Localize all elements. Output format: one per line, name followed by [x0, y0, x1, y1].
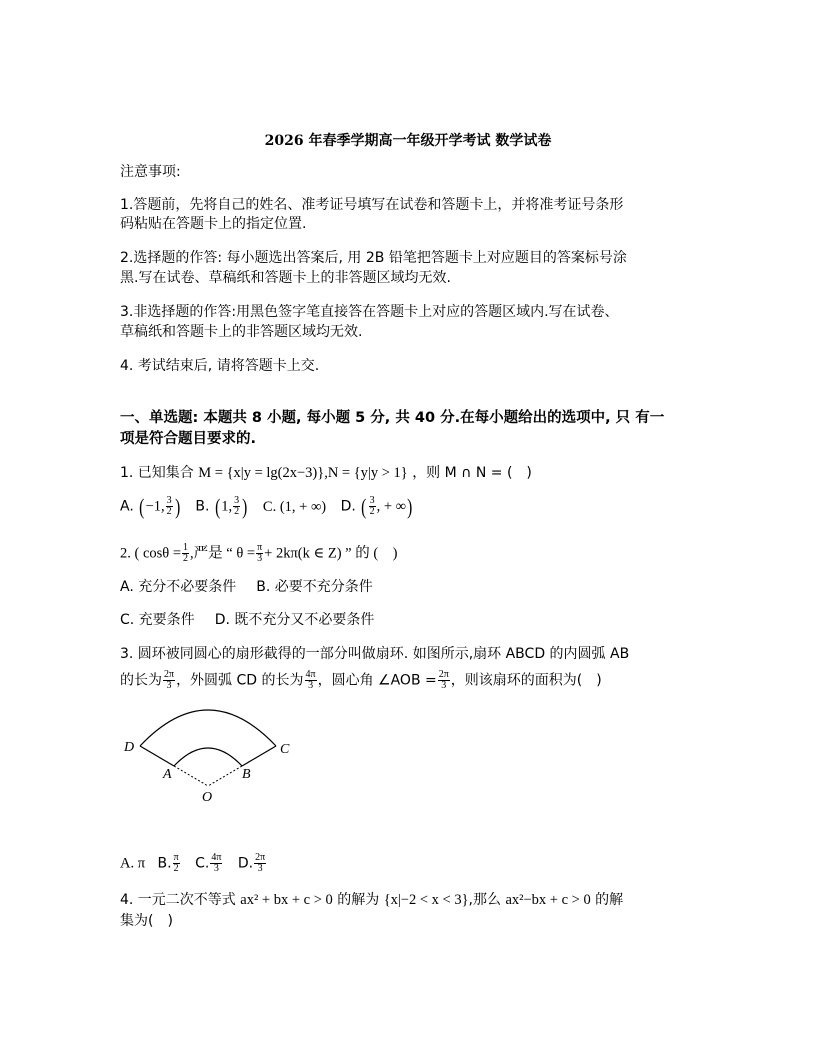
- dashed-radius-bo: [208, 766, 242, 786]
- q1-option-d: [340, 493, 414, 519]
- q1-option-c: C. (1, + ∞): [262, 498, 327, 515]
- q3-option-a: A. π: [120, 855, 146, 872]
- q1-option-a-open-paren: (: [139, 493, 145, 519]
- fraction-denominator: 2: [173, 863, 179, 874]
- q3-line2-d: ，则该扇环的面积为( ): [450, 672, 602, 689]
- fraction-denominator: 2: [234, 506, 240, 517]
- notice-item-4: 4. 考试结束后, 请将答题卡上交.: [120, 358, 320, 374]
- fraction-denominator: 2: [166, 506, 172, 517]
- q1-sets: M = {x|y = lg(2x−3)},N = {y|y > 1}: [198, 465, 408, 481]
- notice-item-3-line-1: 3.非选择题的作答:用黑色签字笔直接答在答题卡上对应的答题区域内.写在试卷、: [120, 304, 619, 320]
- fraction-denominator: 3: [257, 553, 263, 564]
- fraction-denominator: 3: [441, 680, 447, 691]
- q3-option-c-label: C.: [195, 855, 210, 872]
- annulus-sector-figure: [118, 700, 318, 810]
- q1-option-b-close-paren: ): [242, 493, 248, 519]
- q1-option-a-label: A.: [120, 498, 134, 515]
- q2-middle: ,严是 “ θ =: [190, 545, 256, 562]
- label-c: C: [280, 742, 290, 757]
- q1-option-b: [195, 493, 248, 519]
- question-1-options: [120, 493, 700, 519]
- q1-option-d-fraction: [369, 496, 376, 517]
- label-b: B: [242, 767, 251, 782]
- fraction-numerator: 2π: [164, 669, 175, 680]
- q3-option-b-fraction: [173, 853, 180, 874]
- q3-line2-c: ，圆心角 ∠AOB =: [317, 672, 437, 689]
- notice-item-1-line-2: 码粘贴在答题卡上的指定位置.: [120, 216, 307, 232]
- q3-option-d-label: D.: [237, 855, 254, 872]
- fraction-numerator: 3: [369, 495, 375, 506]
- q2-tail: + 2kπ(k ∈ Z) ” 的 ( ): [264, 545, 398, 562]
- q1-option-d-tail: , + ∞: [376, 498, 406, 515]
- label-a: A: [163, 767, 172, 782]
- q1-option-b-fraction: [233, 496, 240, 517]
- notice-item-3-line-2: 草稿纸和答题卡上的非答题区域均无效.: [120, 324, 363, 340]
- question-2-options-row-2: [120, 611, 700, 629]
- question-3-line-1: 3. 圆环被同圆心的扇形截得的一部分叫做扇环. 如图所示,扇环 ABCD 的内圆弧 AB: [120, 646, 630, 662]
- q1-option-b-open-paren: (: [215, 493, 221, 519]
- notice-item-2-line-1: 2.选择题的作答: 每小题选出答案后, 用 2B 铅笔把答题卡上对应题目的答案标号涂: [120, 250, 627, 266]
- q2-option-a: A. 充分不必要条件: [120, 579, 237, 595]
- fraction-denominator: 3: [257, 863, 263, 874]
- q4-expression-1: ax² + bx + c > 0: [240, 892, 333, 908]
- q1-option-a-close-paren: ): [174, 493, 180, 519]
- notice-item-2-line-2: 黑.写在试卷、草稿纸和答题卡上的非答题区域均无效.: [120, 270, 451, 286]
- fraction-numerator: 4π: [305, 669, 316, 680]
- fraction-numerator: 3: [234, 495, 240, 506]
- q1-option-a-lead: −1,: [145, 498, 165, 515]
- q1-option-d-close-paren: ): [407, 493, 413, 519]
- q1-suffix: ，则 M ∩ N = ( ): [412, 465, 532, 481]
- q2-option-d: D. 既不充分又不必要条件: [214, 612, 375, 628]
- q4-text-c: ,那么: [468, 892, 501, 908]
- q1-option-d-open-paren: (: [361, 493, 367, 519]
- fraction-numerator: 3: [166, 495, 172, 506]
- q3-option-c-fraction: [210, 853, 222, 874]
- q2-prefix: 2. ( cosθ =: [120, 545, 182, 562]
- inner-arc-ab: [174, 748, 242, 766]
- fraction-numerator: 2π: [255, 852, 266, 863]
- q3-line2-a: 的长为: [120, 672, 162, 689]
- q1-prefix: 1. 已知集合: [120, 465, 194, 481]
- q3-fraction-3: [438, 670, 450, 691]
- q4-solution-set: {x|−2 < x < 3}: [383, 892, 469, 908]
- q3-option-d-fraction: [254, 853, 266, 874]
- q4-text-b: 的解为: [337, 892, 380, 908]
- outer-arc-cd: [140, 710, 276, 746]
- question-4-line-1: [120, 891, 700, 909]
- fraction-denominator: 3: [213, 863, 219, 874]
- fraction-denominator: 3: [166, 680, 172, 691]
- fraction-numerator: π: [257, 542, 263, 553]
- fraction-numerator: 2π: [438, 669, 449, 680]
- fraction-numerator: 4π: [211, 852, 222, 863]
- q2-fraction-1: [182, 543, 189, 564]
- fraction-numerator: π: [173, 852, 179, 863]
- question-2-options-row-1: [120, 578, 700, 596]
- q3-fraction-2: [305, 670, 317, 691]
- q1-option-b-label: B.: [195, 498, 210, 515]
- notice-item-1-line-1: 1.答题前，先将自己的姓名、准考证号填写在试卷和答题卡上，并将准考证号条形: [120, 197, 624, 213]
- q2-fraction-2: [256, 543, 263, 564]
- page-title: 2026 年春季学期高一年级开学考试 数学试卷: [264, 133, 552, 149]
- q1-option-a-fraction: [166, 496, 173, 517]
- label-d: D: [124, 740, 135, 755]
- notice-heading: 注意事项:: [120, 164, 181, 180]
- q2-option-b: B. 必要不充分条件: [256, 579, 373, 595]
- q4-expression-2: ax²−bx + c > 0: [505, 892, 591, 908]
- q3-option-b-label: B.: [157, 855, 172, 872]
- section-heading-line-1: 一、单选题: 本题共 8 小题, 每小题 5 分, 共 40 分.在每小题给出的选项中, 只 有一: [120, 410, 665, 426]
- fraction-denominator: 2: [183, 553, 189, 564]
- dashed-radius-ao: [174, 766, 208, 786]
- q3-fraction-1: [163, 670, 175, 691]
- fraction-denominator: 2: [369, 506, 375, 517]
- fraction-numerator: 1: [183, 542, 189, 553]
- fraction-denominator: 3: [308, 680, 314, 691]
- q1-option-d-label: D.: [340, 498, 356, 515]
- question-2-stem: [120, 543, 700, 564]
- q1-option-b-lead: 1,: [221, 498, 233, 515]
- question-1-stem: [120, 464, 700, 482]
- question-4-line-2: 集为( ): [120, 913, 173, 929]
- q4-text-d: 的解: [595, 892, 624, 908]
- label-o: O: [202, 790, 213, 805]
- edge-cb: [242, 746, 276, 766]
- edge-da: [140, 746, 174, 766]
- q4-text-a: 4. 一元二次不等式: [120, 892, 236, 908]
- section-heading-line-2: 项是符合题目要求的.: [120, 431, 257, 447]
- q2-option-c: C. 充要条件: [120, 612, 195, 628]
- q3-line2-b: ，外圆弧 CD 的长为: [176, 672, 304, 689]
- question-3-options: [120, 853, 700, 874]
- q1-option-a: [120, 493, 181, 519]
- question-3-line-2: [120, 670, 700, 691]
